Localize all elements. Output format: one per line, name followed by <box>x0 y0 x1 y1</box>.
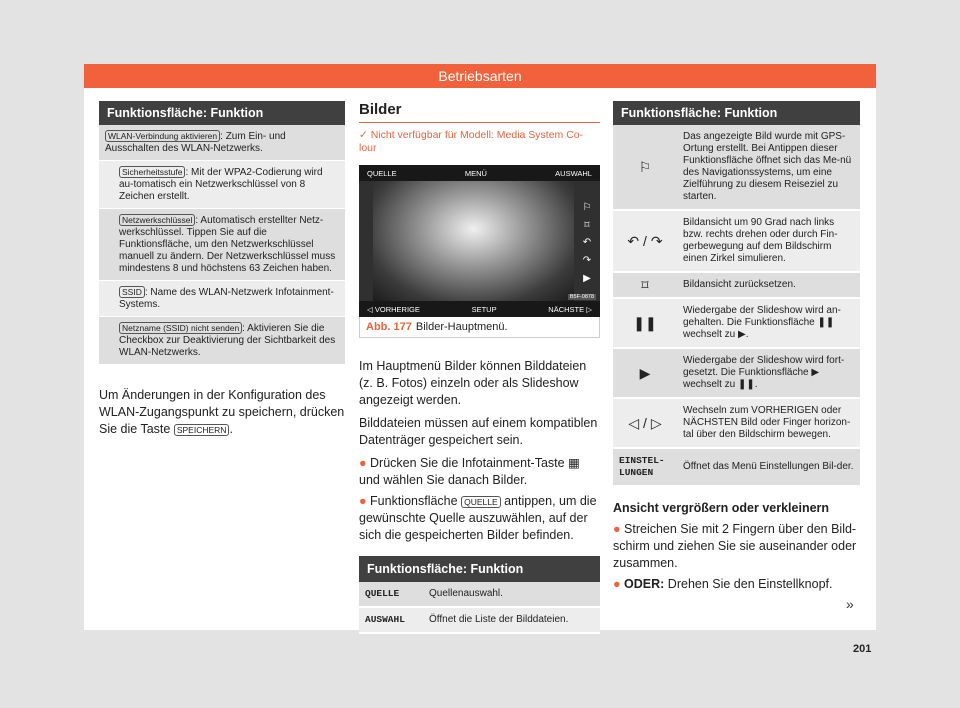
rotate-icon: ↶ / ↷ <box>613 210 677 272</box>
key-label: Sicherheitsstufe <box>119 166 185 178</box>
bullet: ● Drücken Sie die Infotainment-Taste ▦ und wählen Sie danach Bilder. <box>359 456 580 487</box>
play-icon: ▶ <box>583 272 591 284</box>
play-icon: ▶ <box>613 348 677 398</box>
paragraph: Bilddateien müssen auf einem kompatiblen Datenträger gespeichert sein. <box>359 416 598 447</box>
key-label: SSID <box>119 286 145 298</box>
bullet: ● Streichen Sie mit 2 Fingern über den Bild-schirm und ziehen Sie sie auseinander oder zusammen. <box>613 522 857 570</box>
photo-cathedral <box>373 181 574 301</box>
key-label: Netzwerkschlüssel <box>119 214 195 226</box>
table-row: QUELLE Quellenauswahl. <box>359 582 600 607</box>
function-table <box>613 125 860 487</box>
figure-caption: Abb. 177 Bilder-Hauptmenü. <box>359 317 600 338</box>
pause-icon: ❚❚ <box>613 298 677 348</box>
reset-view-icon: ⌑ <box>613 272 677 298</box>
column-bilder <box>359 101 600 634</box>
table-header: Funktionsfläche: Funktion <box>99 101 345 125</box>
screen-bottombar: ◁ VORHERIGE SETUP NÄCHSTE ▷ <box>359 301 600 317</box>
prev-next-icon: ◁ / ▷ <box>613 398 677 448</box>
bullet: ● Funktionsfläche QUELLE antippen, um die gewünschte Quelle auszuwählen, auf der sich die gespeicherten Bilder befinden. <box>359 494 597 542</box>
column-functions <box>613 101 860 593</box>
figure-code: B5F-0878 <box>569 294 594 300</box>
subheading: Ansicht vergrößern oder verkleinern <box>613 501 830 515</box>
table-row: Netzname (SSID) nicht senden : Aktivieren Sie die Checkbox zur Deaktivierung der Sichtbarkeit des WLAN-Netzwerks. <box>99 317 345 365</box>
key-label: SPEICHERN <box>174 424 230 436</box>
table-row: WLAN-Verbindung aktivieren : Zum Ein- und Ausschalten des WLAN-Netzwerks. <box>99 125 345 161</box>
table-row: Netzwerkschlüssel : Automatisch erstellter Netz-werkschlüssel. Tippen Sie auf die Funktionsfläche, um den Netzwerkschlüssel manuell zu ändern. Der Netzwerkschlüssel muss mindestens 8 und höchstens 63 Zeichen haben. <box>99 209 345 281</box>
screenshot-figure <box>359 165 600 317</box>
section-header: Betriebsarten <box>84 64 876 88</box>
continue-arrow: » <box>846 596 854 612</box>
section-title: Bilder <box>359 101 600 123</box>
table-row: ↶ / ↷ Bildansicht um 90 Grad nach links bzw. rechts drehen oder durch Fin-gerbewegung auf dem Bildschirm einen Zirkel simulieren. <box>613 210 860 272</box>
availability-note: ✓ Nicht verfügbar für Modell: Media System Co-lour <box>359 129 584 154</box>
column-wlan <box>99 101 345 438</box>
table-row: AUSWAHL Öffnet die Liste der Bilddateien. <box>359 607 600 633</box>
table-row: EINSTEL-LUNGEN Öffnet das Menü Einstellungen Bil-der. <box>613 448 860 486</box>
table-row: Sicherheitsstufe : Mit der WPA2-Codierung wird au-tomatisch ein Netzwerkschlüssel von 8 Zeichen erstellt. <box>99 161 345 209</box>
flag-icon: ⚐ <box>582 202 592 214</box>
table-row: SSID : Name des WLAN-Netzwerk Infotainment-Systems. <box>99 281 345 317</box>
rotate-right-icon: ↷ <box>582 255 592 267</box>
flag-icon: ⚐ <box>613 125 677 210</box>
key-label: WLAN-Verbindung aktivieren <box>105 130 220 142</box>
table-row: ▶ Wiedergabe der Slideshow wird fort-gesetzt. Die Funktionsfläche ▶ wechselt zu ❚❚. <box>613 348 860 398</box>
page-number: 201 <box>853 643 872 655</box>
screen-topbar: QUELLE MENÜ AUSWAHL <box>359 165 600 181</box>
bullet: ● ODER: Drehen Sie den Einstellknopf. <box>613 577 833 591</box>
table-header: Funktionsfläche: Funktion <box>359 556 600 582</box>
source-table <box>359 556 600 634</box>
table-header: Funktionsfläche: Funktion <box>613 101 860 125</box>
paragraph: Im Hauptmenü Bilder können Bilddateien (z. B. Fotos) einzeln oder als Slideshow angezeigt werden. <box>359 359 587 407</box>
reset-view-icon: ⌑ <box>584 219 590 231</box>
table-row: ⌑ Bildansicht zurücksetzen. <box>613 272 860 298</box>
table-row: ⚐ Das angezeigte Bild wurde mit GPS-Ortung erstellt. Bei Antippen dieser Funktionsfläche öffnet sich das Me-nü des Navigationssystems, um eine Zielführung zu diesem Reiseziel zu starten. <box>613 125 860 210</box>
settings-key: EINSTEL-LUNGEN <box>613 448 677 486</box>
key-label: Netzname (SSID) nicht senden <box>119 322 242 334</box>
paragraph: Um Änderungen in der Konfiguration des WLAN-Zugangspunkt zu speichern, drücken Sie die Taste SPEICHERN . <box>99 388 345 436</box>
rotate-left-icon: ↶ <box>582 237 592 249</box>
table-row: ❚❚ Wiedergabe der Slideshow wird an-gehalten. Die Funktionsfläche ❚❚ wechselt zu ▶. <box>613 298 860 348</box>
table-row: ◁ / ▷ Wechseln zum VORHERIGEN oder NÄCHSTEN Bild oder Finger horizon-tal über den Bildschirm bewegen. <box>613 398 860 448</box>
screen-sidebar <box>574 199 600 287</box>
